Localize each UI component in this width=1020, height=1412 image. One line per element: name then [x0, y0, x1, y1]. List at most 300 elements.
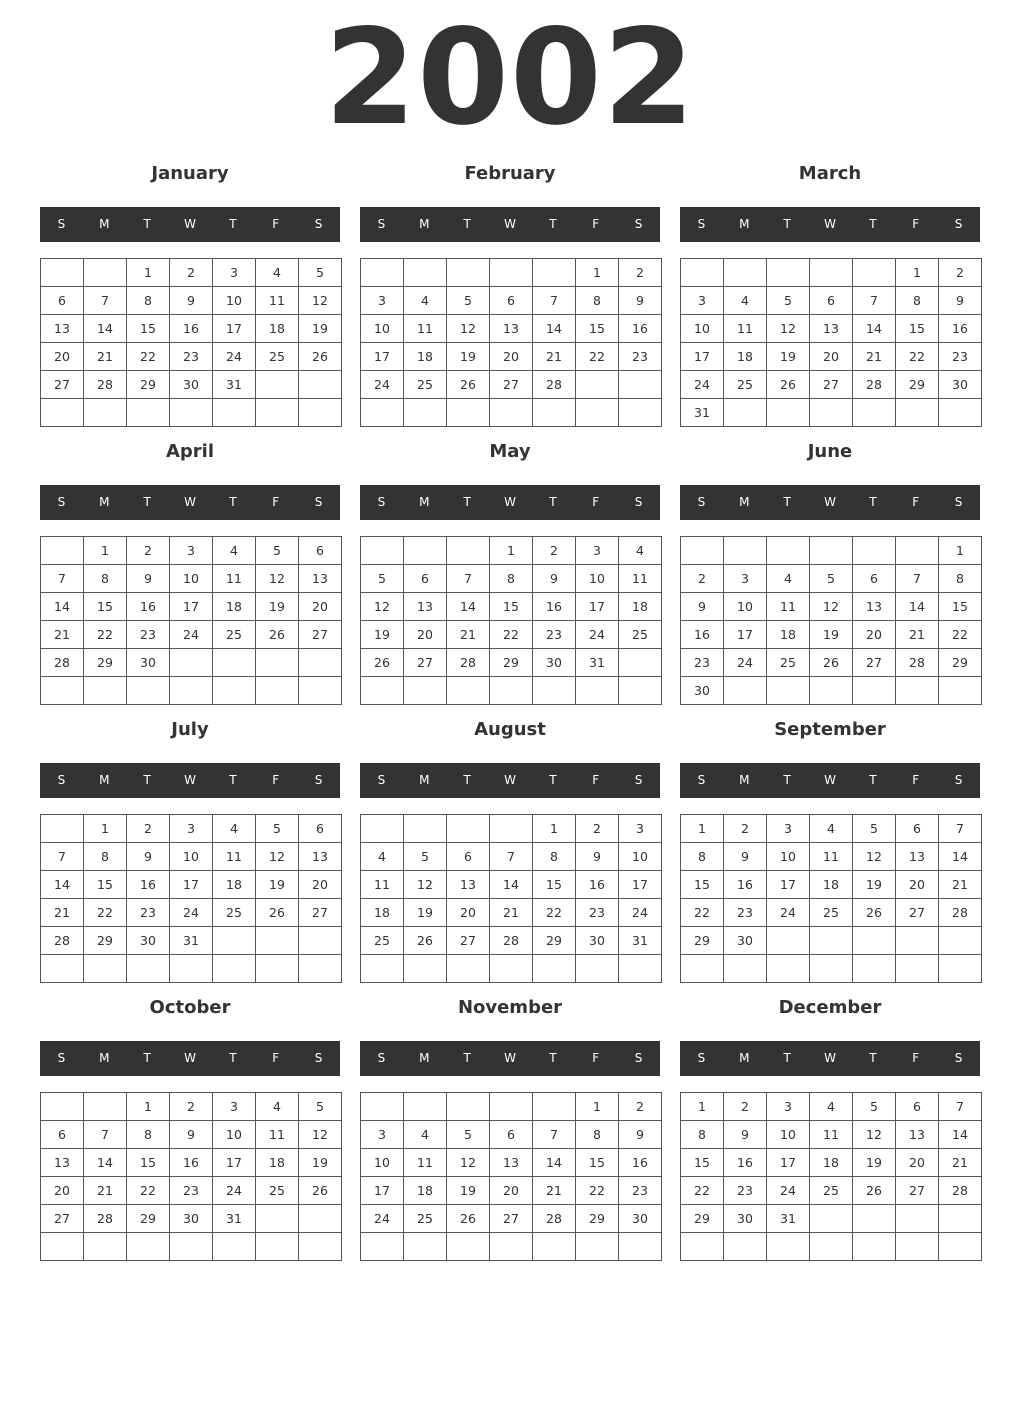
day-cell: 31 [170, 927, 213, 955]
day-cell: 21 [533, 1177, 576, 1205]
weekday-label: W [504, 495, 516, 509]
weekday-label: S [57, 1051, 66, 1065]
day-cell: 7 [447, 565, 490, 593]
day-cell: 20 [41, 1177, 84, 1205]
month-name: May [489, 441, 531, 462]
day-cell: 13 [404, 593, 447, 621]
day-cell: 3 [361, 287, 404, 315]
day-cell: 19 [299, 315, 342, 343]
day-cell: 3 [170, 815, 213, 843]
day-cell [853, 955, 896, 983]
day-cell: 13 [299, 565, 342, 593]
day-cell [447, 677, 490, 705]
day-cell: 8 [127, 1121, 170, 1149]
weekday-label: M [99, 773, 110, 787]
day-cell: 21 [533, 343, 576, 371]
day-cell [361, 1233, 404, 1261]
weekday-header [360, 207, 660, 242]
week-row [361, 1233, 662, 1261]
day-cell: 6 [299, 537, 342, 565]
weekday-label: M [739, 495, 750, 509]
day-cell [404, 537, 447, 565]
day-cell: 30 [619, 1205, 662, 1233]
weekday-label: T [229, 217, 237, 231]
day-grid [40, 536, 342, 705]
week-row [681, 955, 982, 983]
day-cell: 27 [810, 371, 853, 399]
week-row [681, 1233, 982, 1261]
day-cell: 29 [576, 1205, 619, 1233]
day-cell: 14 [41, 593, 84, 621]
week-row [41, 1093, 342, 1121]
weekday-label: F [592, 495, 600, 509]
day-cell: 22 [127, 343, 170, 371]
week-row [681, 593, 982, 621]
month-name: November [457, 997, 563, 1018]
day-cell: 25 [767, 649, 810, 677]
day-cell: 19 [810, 621, 853, 649]
week-row [681, 677, 982, 705]
day-cell: 24 [576, 621, 619, 649]
day-cell: 12 [256, 843, 299, 871]
day-cell: 16 [681, 621, 724, 649]
day-cell: 22 [681, 1177, 724, 1205]
weekday-label: M [99, 495, 110, 509]
day-cell: 4 [767, 565, 810, 593]
weekday-label: W [824, 1051, 836, 1065]
day-cell: 25 [213, 621, 256, 649]
weekday-label: M [99, 1051, 110, 1065]
day-cell: 9 [724, 843, 767, 871]
day-cell: 12 [853, 1121, 896, 1149]
day-cell: 21 [84, 343, 127, 371]
day-cell: 25 [256, 1177, 299, 1205]
day-cell: 29 [533, 927, 576, 955]
weekday-label: M [739, 217, 750, 231]
day-cell: 18 [256, 315, 299, 343]
weekday-label: S [314, 773, 323, 787]
day-cell [619, 677, 662, 705]
day-grid [360, 1092, 662, 1261]
day-cell: 10 [170, 843, 213, 871]
day-cell: 22 [576, 1177, 619, 1205]
day-cell [361, 815, 404, 843]
day-cell [447, 399, 490, 427]
day-cell [404, 955, 447, 983]
day-cell: 24 [213, 343, 256, 371]
day-cell: 24 [767, 1177, 810, 1205]
day-cell [767, 1233, 810, 1261]
day-cell: 15 [576, 1149, 619, 1177]
day-cell: 11 [404, 315, 447, 343]
day-cell [256, 649, 299, 677]
day-cell [361, 399, 404, 427]
day-grid [40, 258, 342, 427]
month-name: September [774, 719, 886, 740]
week-row [681, 815, 982, 843]
week-row [41, 1149, 342, 1177]
day-cell: 22 [84, 621, 127, 649]
day-cell: 24 [170, 899, 213, 927]
day-cell: 2 [681, 565, 724, 593]
day-cell: 1 [681, 815, 724, 843]
day-cell: 25 [404, 1205, 447, 1233]
day-cell [84, 955, 127, 983]
day-cell: 2 [127, 815, 170, 843]
day-cell: 15 [681, 1149, 724, 1177]
day-cell [490, 677, 533, 705]
day-cell [619, 955, 662, 983]
week-row [681, 537, 982, 565]
day-cell: 23 [619, 1177, 662, 1205]
day-cell: 28 [533, 371, 576, 399]
day-cell [939, 927, 982, 955]
week-row [41, 1177, 342, 1205]
day-cell: 13 [41, 315, 84, 343]
day-cell [361, 537, 404, 565]
day-cell: 30 [724, 1205, 767, 1233]
day-cell: 15 [533, 871, 576, 899]
weekday-label: F [272, 217, 280, 231]
day-cell: 17 [767, 1149, 810, 1177]
week-row [681, 871, 982, 899]
day-cell: 9 [170, 287, 213, 315]
day-cell [170, 677, 213, 705]
day-cell: 21 [896, 621, 939, 649]
day-cell: 13 [447, 871, 490, 899]
day-cell [896, 927, 939, 955]
month-name: July [171, 719, 209, 740]
day-cell: 7 [939, 815, 982, 843]
day-cell [681, 537, 724, 565]
day-cell: 6 [490, 287, 533, 315]
day-cell: 14 [84, 315, 127, 343]
weekday-label: F [592, 1051, 600, 1065]
day-cell [896, 399, 939, 427]
day-cell [724, 259, 767, 287]
day-cell: 23 [170, 343, 213, 371]
day-cell: 22 [896, 343, 939, 371]
day-cell: 15 [576, 315, 619, 343]
week-row [361, 815, 662, 843]
day-cell: 28 [41, 649, 84, 677]
week-row [41, 927, 342, 955]
day-grid [360, 536, 662, 705]
day-cell: 28 [447, 649, 490, 677]
weekday-label: S [954, 1051, 963, 1065]
week-row [361, 899, 662, 927]
day-cell [939, 1233, 982, 1261]
day-cell: 31 [767, 1205, 810, 1233]
weekday-label: S [697, 773, 706, 787]
day-cell: 31 [213, 371, 256, 399]
day-cell [576, 677, 619, 705]
weekday-label: T [869, 773, 877, 787]
day-cell: 30 [939, 371, 982, 399]
week-row [361, 593, 662, 621]
weekday-label: T [783, 495, 791, 509]
day-cell: 5 [853, 815, 896, 843]
day-cell: 6 [896, 815, 939, 843]
day-cell [576, 371, 619, 399]
day-cell [404, 399, 447, 427]
week-row [41, 955, 342, 983]
day-cell: 9 [127, 843, 170, 871]
day-cell: 12 [299, 1121, 342, 1149]
week-row [681, 649, 982, 677]
weekday-label: T [783, 217, 791, 231]
day-cell: 3 [213, 259, 256, 287]
weekday-label: T [549, 217, 557, 231]
day-cell: 11 [256, 287, 299, 315]
day-cell: 1 [84, 815, 127, 843]
day-cell: 19 [853, 1149, 896, 1177]
day-cell [490, 1233, 533, 1261]
day-cell: 18 [256, 1149, 299, 1177]
day-cell: 16 [619, 315, 662, 343]
day-cell [490, 815, 533, 843]
day-cell: 17 [619, 871, 662, 899]
day-cell [299, 649, 342, 677]
day-cell [447, 1093, 490, 1121]
day-cell: 11 [724, 315, 767, 343]
day-cell [810, 399, 853, 427]
day-cell: 24 [213, 1177, 256, 1205]
day-cell: 19 [299, 1149, 342, 1177]
day-cell [681, 955, 724, 983]
day-cell [533, 1233, 576, 1261]
day-cell: 29 [127, 1205, 170, 1233]
day-cell [127, 677, 170, 705]
day-cell: 26 [810, 649, 853, 677]
day-cell: 14 [939, 843, 982, 871]
weekday-label: T [463, 1051, 471, 1065]
day-cell [576, 1233, 619, 1261]
day-cell: 29 [681, 1205, 724, 1233]
week-row [681, 287, 982, 315]
day-cell [810, 927, 853, 955]
day-cell: 7 [84, 1121, 127, 1149]
day-cell [213, 649, 256, 677]
weekday-label: S [57, 217, 66, 231]
day-cell: 4 [619, 537, 662, 565]
day-cell: 23 [127, 899, 170, 927]
day-cell: 27 [896, 899, 939, 927]
day-cell: 11 [256, 1121, 299, 1149]
day-cell: 4 [810, 1093, 853, 1121]
weekday-label: T [549, 495, 557, 509]
day-cell [256, 927, 299, 955]
day-cell: 7 [41, 843, 84, 871]
day-cell: 4 [724, 287, 767, 315]
day-cell [84, 1233, 127, 1261]
week-row [681, 1177, 982, 1205]
day-cell: 9 [576, 843, 619, 871]
day-cell: 28 [84, 1205, 127, 1233]
weekday-header [360, 1041, 660, 1076]
day-cell [896, 677, 939, 705]
day-cell: 17 [361, 343, 404, 371]
day-cell: 12 [447, 315, 490, 343]
day-cell: 29 [84, 649, 127, 677]
day-cell [724, 955, 767, 983]
weekday-label: S [954, 495, 963, 509]
day-cell [41, 259, 84, 287]
day-cell [853, 677, 896, 705]
day-cell [576, 955, 619, 983]
day-cell: 30 [170, 371, 213, 399]
day-cell: 21 [939, 871, 982, 899]
day-cell: 11 [361, 871, 404, 899]
day-cell: 17 [681, 343, 724, 371]
weekday-header [40, 485, 340, 520]
day-cell: 5 [256, 537, 299, 565]
day-cell [41, 1233, 84, 1261]
week-row [361, 1149, 662, 1177]
day-cell: 5 [853, 1093, 896, 1121]
day-cell: 18 [404, 1177, 447, 1205]
day-cell: 3 [576, 537, 619, 565]
day-cell: 15 [127, 1149, 170, 1177]
day-cell: 20 [810, 343, 853, 371]
day-cell: 5 [447, 1121, 490, 1149]
weekday-label: W [504, 773, 516, 787]
day-cell: 28 [939, 899, 982, 927]
day-cell [853, 259, 896, 287]
day-cell: 9 [681, 593, 724, 621]
day-cell: 27 [896, 1177, 939, 1205]
day-cell [853, 1233, 896, 1261]
weekday-label: W [184, 773, 196, 787]
day-cell [896, 955, 939, 983]
weekday-label: F [912, 217, 920, 231]
day-cell: 15 [490, 593, 533, 621]
day-cell: 23 [619, 343, 662, 371]
day-cell: 11 [404, 1149, 447, 1177]
day-cell [810, 259, 853, 287]
weekday-label: F [912, 1051, 920, 1065]
week-row [681, 1121, 982, 1149]
day-cell: 26 [361, 649, 404, 677]
day-cell: 24 [170, 621, 213, 649]
day-cell [896, 1205, 939, 1233]
week-row [41, 1233, 342, 1261]
day-cell: 5 [299, 259, 342, 287]
weekday-label: M [739, 773, 750, 787]
day-cell [533, 677, 576, 705]
day-cell: 4 [256, 259, 299, 287]
day-cell: 7 [939, 1093, 982, 1121]
day-cell [256, 677, 299, 705]
day-cell: 16 [127, 593, 170, 621]
day-cell: 25 [724, 371, 767, 399]
day-cell: 20 [853, 621, 896, 649]
day-cell [170, 649, 213, 677]
weekday-label: S [57, 773, 66, 787]
week-row [361, 927, 662, 955]
week-row [361, 649, 662, 677]
weekday-label: S [634, 773, 643, 787]
day-cell [213, 399, 256, 427]
day-cell [41, 677, 84, 705]
day-cell [213, 955, 256, 983]
day-cell: 2 [576, 815, 619, 843]
day-cell [299, 955, 342, 983]
day-cell: 5 [299, 1093, 342, 1121]
weekday-header [680, 1041, 980, 1076]
day-cell: 10 [724, 593, 767, 621]
day-cell: 20 [490, 343, 533, 371]
day-cell [619, 1233, 662, 1261]
day-cell: 2 [724, 1093, 767, 1121]
day-cell: 3 [681, 287, 724, 315]
day-cell: 20 [447, 899, 490, 927]
day-cell: 14 [533, 1149, 576, 1177]
weekday-header [360, 763, 660, 798]
weekday-label: W [824, 773, 836, 787]
day-cell: 29 [681, 927, 724, 955]
week-row [41, 315, 342, 343]
weekday-label: M [419, 217, 430, 231]
day-cell: 23 [576, 899, 619, 927]
day-cell [447, 815, 490, 843]
day-cell: 16 [619, 1149, 662, 1177]
weekday-label: S [314, 217, 323, 231]
day-cell [256, 399, 299, 427]
day-cell: 22 [939, 621, 982, 649]
day-cell: 12 [299, 287, 342, 315]
weekday-label: T [783, 1051, 791, 1065]
day-cell: 30 [576, 927, 619, 955]
day-cell: 1 [84, 537, 127, 565]
weekday-label: M [419, 1051, 430, 1065]
day-cell: 25 [256, 343, 299, 371]
day-cell: 26 [299, 343, 342, 371]
day-cell: 13 [490, 1149, 533, 1177]
day-cell: 10 [681, 315, 724, 343]
day-grid [40, 1092, 342, 1261]
week-row [361, 955, 662, 983]
day-cell: 17 [213, 1149, 256, 1177]
day-cell [256, 371, 299, 399]
weekday-label: M [419, 495, 430, 509]
day-cell [619, 371, 662, 399]
day-cell: 28 [939, 1177, 982, 1205]
weekday-label: T [869, 1051, 877, 1065]
day-cell [939, 955, 982, 983]
day-cell: 20 [896, 1149, 939, 1177]
day-cell [939, 677, 982, 705]
weekday-label: T [463, 773, 471, 787]
weekday-label: T [783, 773, 791, 787]
day-cell: 12 [447, 1149, 490, 1177]
day-cell: 27 [299, 899, 342, 927]
day-cell: 9 [619, 1121, 662, 1149]
week-row [361, 287, 662, 315]
day-cell: 7 [853, 287, 896, 315]
day-cell: 18 [810, 1149, 853, 1177]
day-cell: 25 [810, 899, 853, 927]
week-row [681, 315, 982, 343]
day-cell [361, 677, 404, 705]
day-grid [360, 258, 662, 427]
day-cell: 22 [490, 621, 533, 649]
day-cell: 24 [724, 649, 767, 677]
week-row [361, 1205, 662, 1233]
day-cell: 13 [299, 843, 342, 871]
week-row [681, 399, 982, 427]
day-cell [724, 399, 767, 427]
